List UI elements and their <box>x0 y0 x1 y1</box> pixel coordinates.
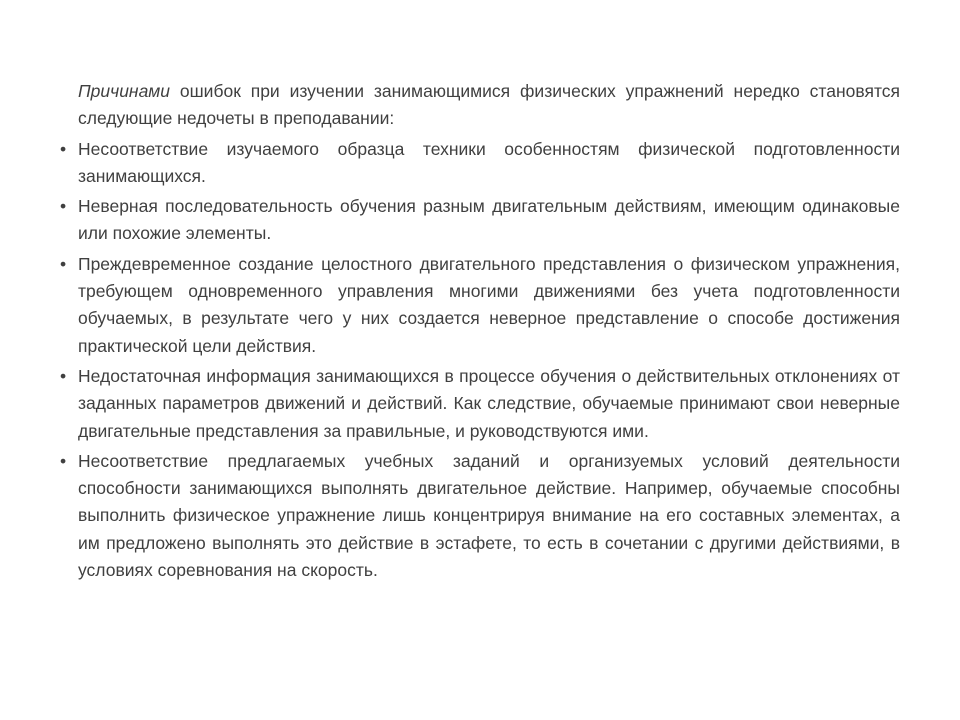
bullet-item <box>60 193 900 248</box>
intro-lead-italic: Причинами <box>78 81 171 101</box>
intro-text: ошибок при изучении занимающимися физических упражнений нередко становятся следующие недочеты в преподавании: <box>78 81 900 129</box>
bullet-item <box>60 251 900 360</box>
bullet-icon: • <box>60 253 67 274</box>
bullet-text: Несоответствие изучаемого образца техники особенностям физической подготовленности занимающихся. <box>78 138 900 186</box>
bullet-item <box>60 363 900 445</box>
bullet-icon: • <box>60 138 67 159</box>
bullet-icon: • <box>60 365 67 386</box>
bullet-text: Неверная последовательность обучения разным двигательным действиям, имеющим одинаковые или похожие элементы. <box>78 196 900 244</box>
bullet-text: Несоответствие предлагаемых учебных заданий и организуемых условий деятельности способности занимающихся выполнять двигательное действие. Например, обучаемые способны выполнить физическое упражнение лишь концентрируя внимание на его составных элементах, а им предложено выполнять это действие в эстафете, то есть в сочетании с другими действиями, в условиях соревнования на скорость. <box>78 450 900 581</box>
bullet-icon: • <box>60 450 67 471</box>
bullet-item <box>60 136 900 191</box>
bullet-icon: • <box>60 196 67 217</box>
intro-paragraph <box>60 78 900 133</box>
bullet-item <box>60 448 900 584</box>
bullet-text: Недостаточная информация занимающихся в процессе обучения о действительных отклонениях от заданных параметров движений и действий. Как следствие, обучаемые принимают свои неверные двигательные представления за правильные, и руководствуются ими. <box>78 365 900 441</box>
bullet-text: Преждевременное создание целостного двигательного представления о физическом упражнения, требующем одновременного управления многими движениями без учета подготовленности обучаемых, в результате чего у них создается неверное представление о способе достижения практической цели действия. <box>78 253 900 356</box>
